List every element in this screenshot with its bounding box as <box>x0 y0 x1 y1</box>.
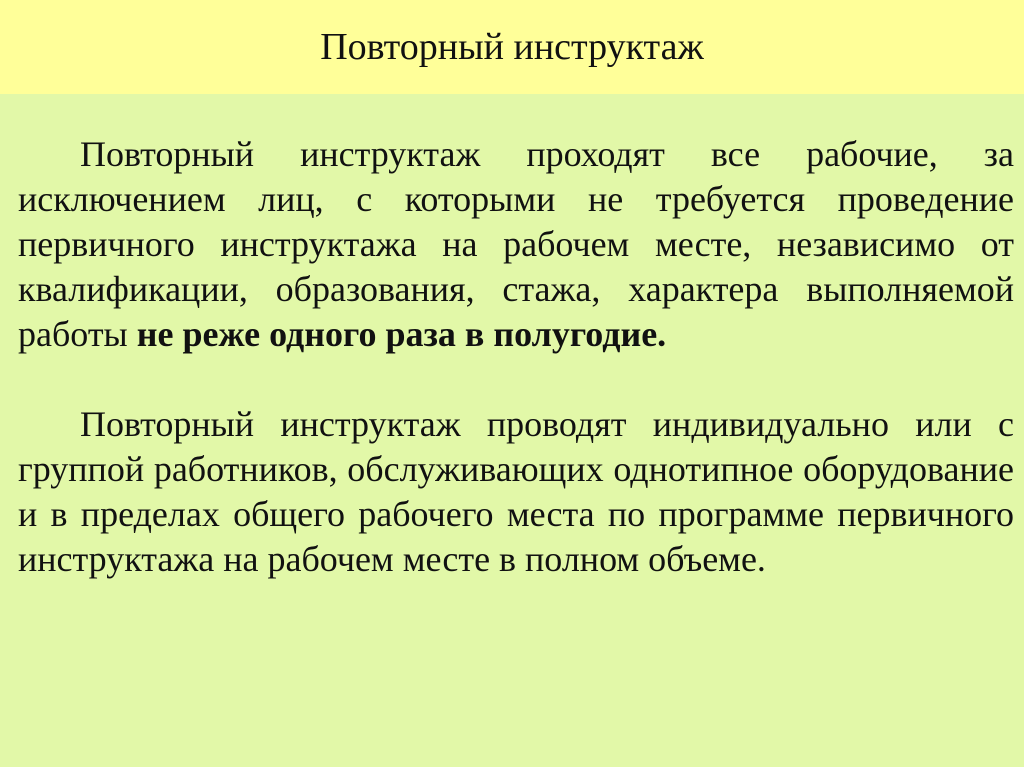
paragraph-1 <box>18 132 1014 357</box>
slide-body <box>18 132 1014 582</box>
slide-title: Повторный инструктаж <box>320 26 704 68</box>
paragraph-1-text: Повторный инструктаж проходят все рабочие, за исключением лиц, с которыми не требуется проведение первичного инструктажа на рабочем месте, независимо от квалификации, образования, стажа, характера выполняемой работы <box>18 134 1014 354</box>
title-bar <box>0 0 1024 94</box>
paragraph-1-emphasis: не реже одного раза в полугодие. <box>136 314 667 354</box>
paragraph-2-text: Повторный инструктаж проводят индивидуально или с группой работников, обслуживающих однотипное оборудование и в пределах общего рабочего места по программе первичного инструктажа на рабочем месте в полном объеме. <box>18 404 1014 579</box>
paragraph-2 <box>18 402 1014 582</box>
